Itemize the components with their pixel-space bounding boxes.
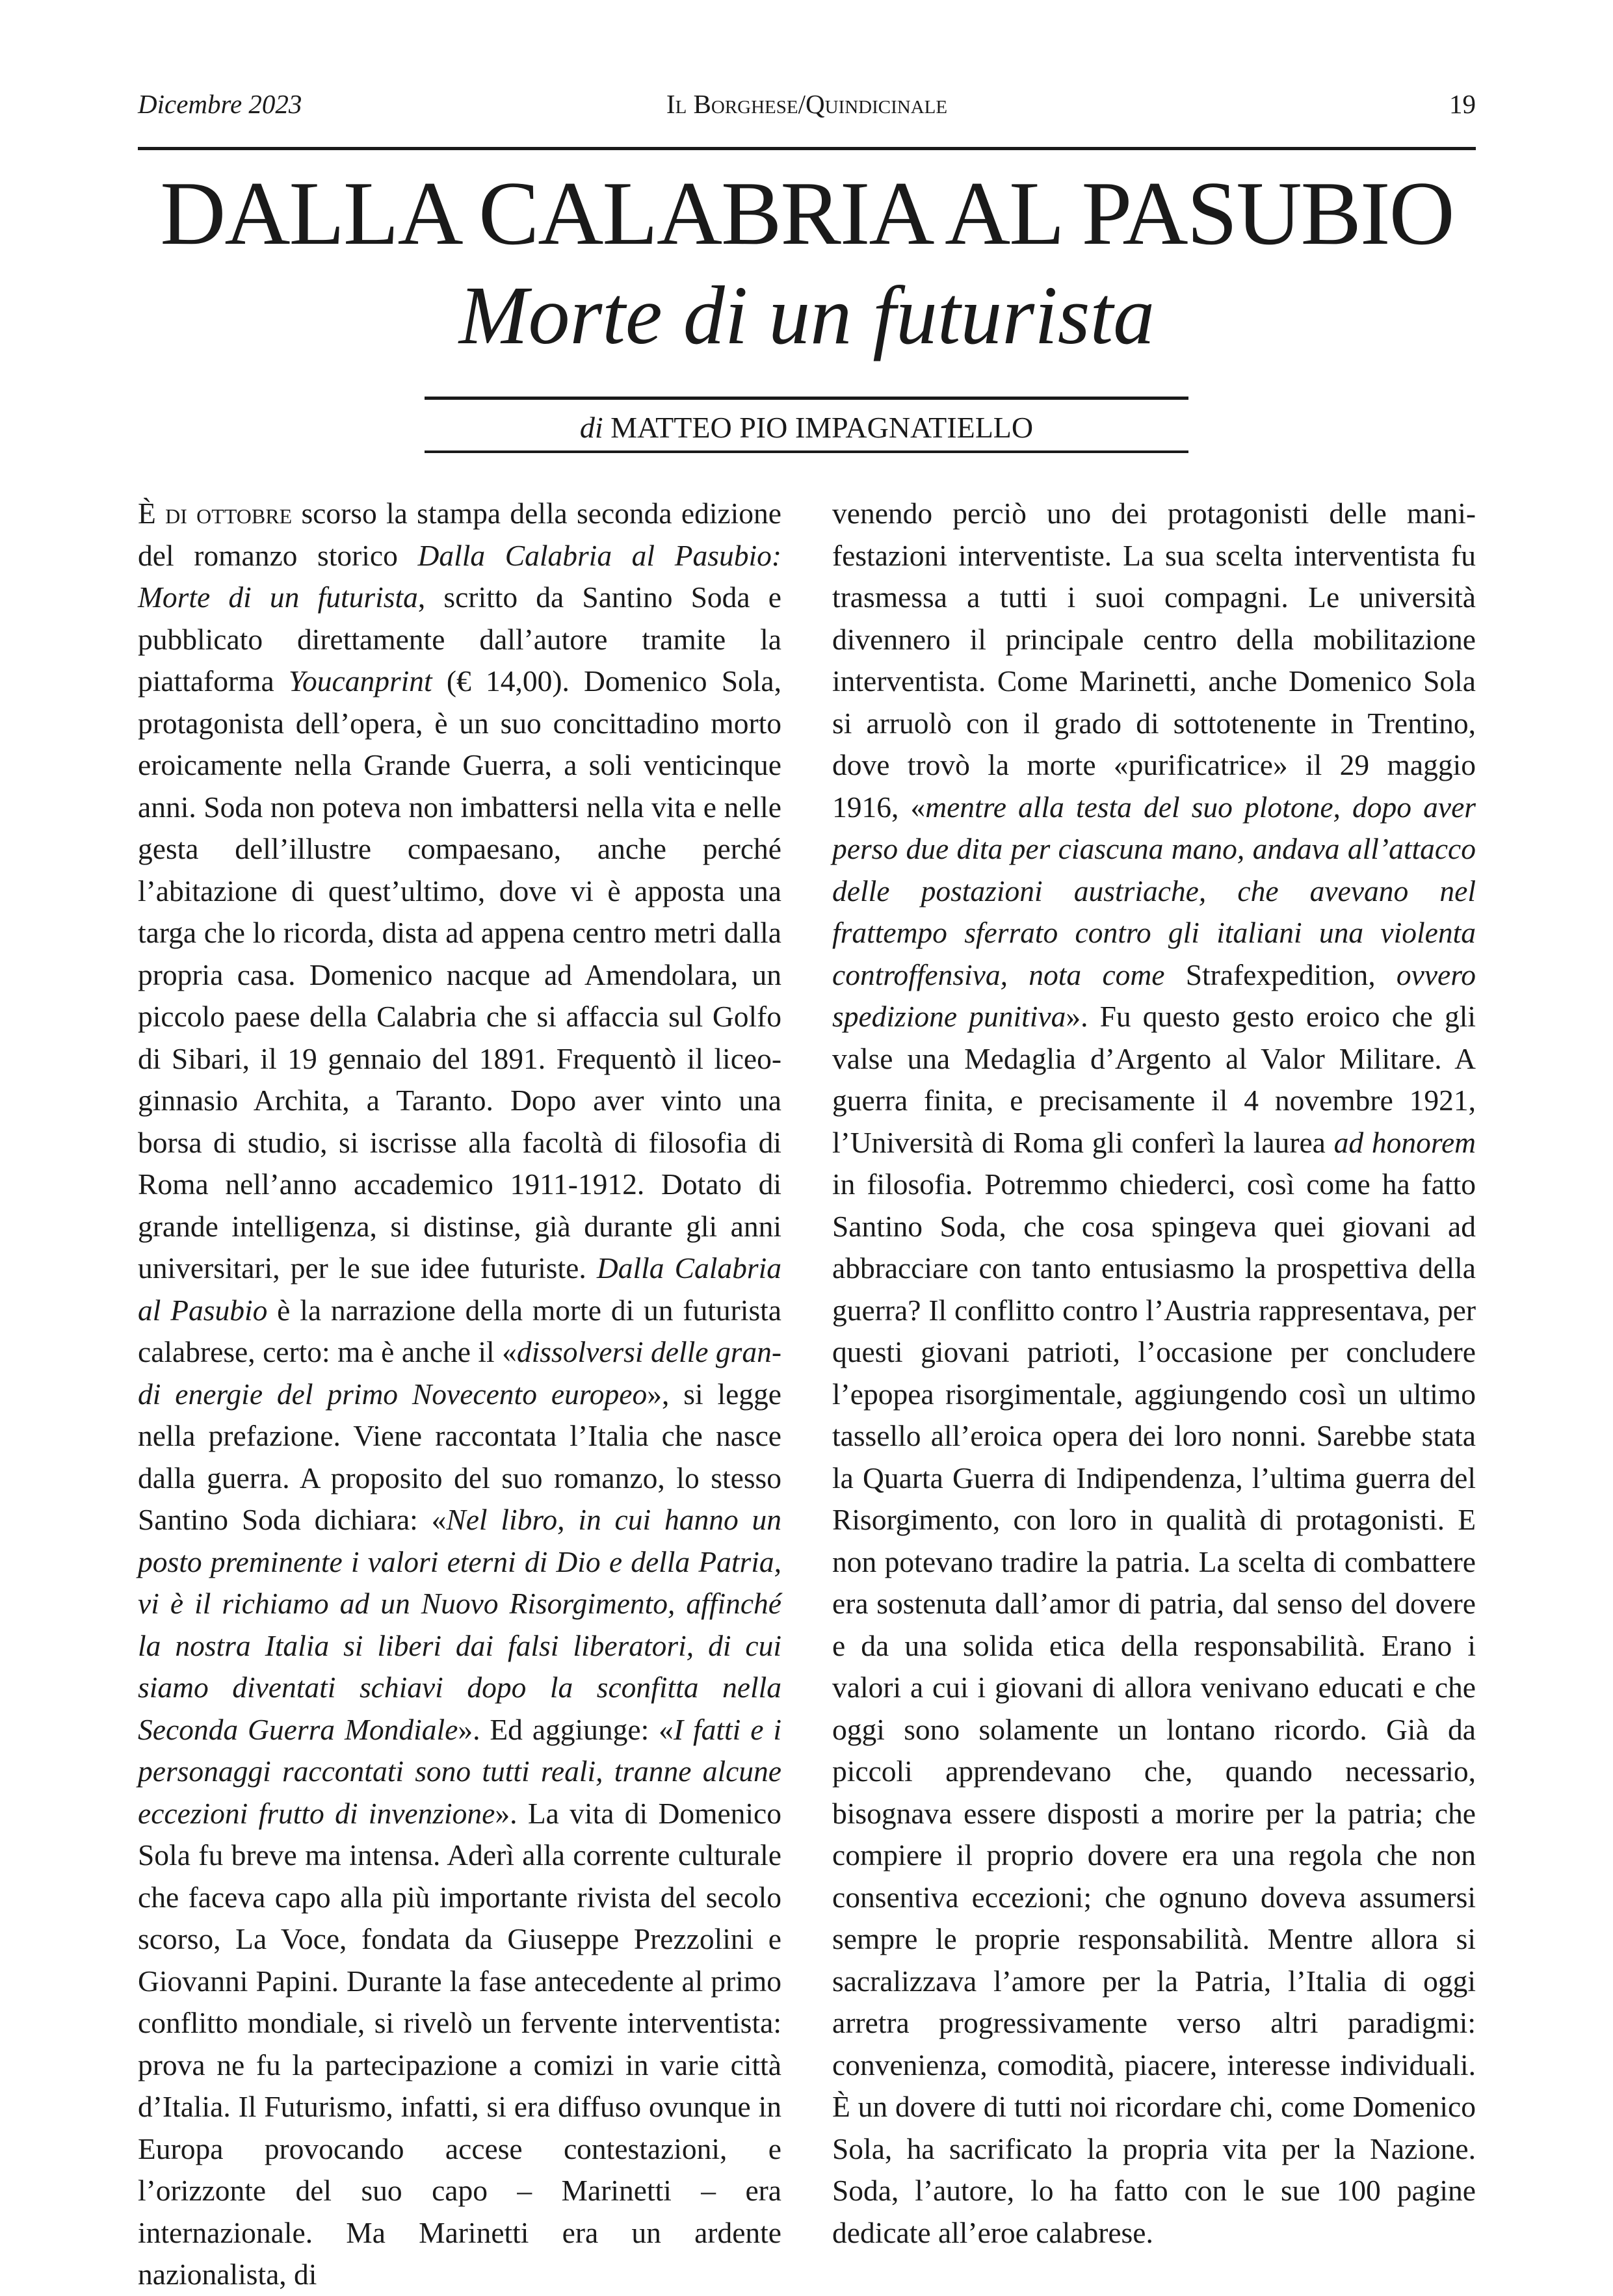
body-text: (€ 14,00). Domenico Sola, protagonista dell’opera, è un suo concittadino morto eroicamente nella Grande Guerra, a soli venticinque anni. Soda non poteva non imbattersi nella vita e nelle gesta dell’illustre compaesano, anche perché l’abitazione di quest’ultimo, dove vi è apposta una targa che lo ricorda, dista ad appena centro metri dalla propria casa. Domenico nacque ad Amendolara, un piccolo paese della Calabria che si affaccia sul Golfo di Sibari, il 19 gennaio del 1891. Frequentò il liceo-ginnasio Archita, a Taranto. Dopo aver vinto una borsa di studio, si iscrisse alla facoltà di filosofia di Roma nell’anno accademico 1911-1912. Dotato di grande intelligenza, si distinse, già durante gli anni universitari, per le sue idee futuriste.	[138, 664, 781, 1285]
body-text: in filosofia. Potremmo chiederci, così come ha fatto Santino Soda, che cosa spingeva quei giovani ad abbracciare con tanto entusiasmo la prospettiva della guerra? Il conflitto contro l’Austria rappresentava, per questi giovani patrioti, l’occasione per concludere l’epopea risorgimentale, aggiungendo così un ultimo tassello all’eroica opera dei loro nonni. Sarebbe stata la Quarta Guerra di Indipendenza, l’ultima guerra del Risorgimento, con loro in qualità di protagonisti. E non potevano tradire la patria. La scelta di combattere era sostenuta dall’amor di patria, dal senso del dovere e da una solida etica della responsabilità. Erano i valori a cui i giovani di allora venivano educati e che oggi sono solamente un lontano ricordo. Già da piccoli apprendevano che, quando necessario, bisognava essere disposti a morire per la patria; che compiere il proprio dovere era una regola che non consentiva eccezioni; che ognuno doveva assumersi sempre le proprie responsabilità. Mentre allora si sacralizzava l’amore per la Patria, l’Italia di oggi arretra progressivamente verso altri paradigmi: convenienza, comodità, piacere, interesse individuali. È un dovere di tutti noi ricordare chi, come Domenico Sola, ha sacrificato la propria vita per la Nazione. Soda, l’autore, lo ha fatto con le sue 100 pagine dedicate all’eroe calabrese.	[832, 1168, 1476, 2249]
issue-date: Dicembre 2023	[138, 89, 302, 119]
body-text: è la narrazione della morte di un futurista calabrese, certo: ma è anche il «	[138, 1293, 781, 1368]
header-divider	[138, 147, 1476, 150]
body-paragraph	[138, 493, 781, 2296]
quote: I fatti e i personaggi raccontati sono tutti reali, tranne alcune eccezioni frutto di invenzione	[138, 1712, 781, 1830]
body-text: , scritto da Santino Soda e pubblicato direttamente dall’autore tramite la piattaforma	[138, 581, 781, 698]
body-text: ». Fu questo gesto eroico che gli valse una Medaglia d’Argento al Valor Militare. A guerra finita, e precisamente il 4 novembre 1921, l’Università di Roma gli conferì la laurea	[832, 1000, 1476, 1159]
article-subtitle: Morte di un futurista	[458, 269, 1155, 361]
book-title: Dalla Calabria al Pasubio	[138, 1251, 782, 1327]
body-text: ». Ed aggiunge: «	[458, 1712, 674, 1746]
publication-name: Il Borghese/Quindicinale	[666, 89, 948, 119]
byline-prefix: di	[579, 411, 603, 444]
author-name: MATTEO PIO IMPAGNATIELLO	[610, 411, 1034, 444]
dropcap-opening: È di ottobre	[138, 497, 293, 530]
page-header	[138, 85, 1476, 130]
byline-divider-bottom	[425, 450, 1188, 453]
quote: dissolversi delle grandi energie del primo Novecento europeo	[138, 1335, 782, 1411]
byline	[425, 408, 1188, 447]
body-text: scorso la stampa della seconda edizione del romanzo storico	[138, 497, 782, 572]
article-column-2	[832, 493, 1476, 2254]
latin-phrase: ad honorem	[1333, 1125, 1476, 1159]
platform-name: Youcanprint	[288, 664, 432, 698]
book-title: Dalla Calabria al Pasubio: Morte di un futurista	[138, 538, 781, 614]
article-title: DALLA CALABRIA AL PASUBIO	[160, 163, 1454, 264]
operation-name: Strafexpedition	[1185, 958, 1369, 991]
body-text: venendo perciò uno dei protagonisti delle manifestazioni interventiste. La sua scelta interventista fu trasmessa a tutti i suoi compagni. Le università divennero il principale centro della mobilitazione interventista. Come Marinetti, anche Domenico Sola si arruolò con il grado di sottotenente in Trentino, dove trovò la morte «purificatrice» il 29 maggio 1916, «	[832, 497, 1476, 824]
page-number: 19	[1449, 89, 1476, 119]
quote: Nel libro, in cui hanno un posto preminente i valori eterni di Dio e della Patria, vi è il richiamo ad un Nuovo Risorgimento, affinché la nostra Italia si liberi dai falsi liberatori, di cui siamo diventati schiavi dopo la sconfitta nella Seconda Guerra Mondiale	[138, 1503, 781, 1746]
body-text: », si legge nella prefazione. Viene raccontata l’Italia che nasce dalla guerra. A proposito del suo romanzo, lo stesso Santino Soda dichiara: «	[138, 1377, 781, 1536]
quote: mentre alla testa del suo plotone, dopo aver perso due dita per ciascuna mano, andava all’attacco delle postazioni austriache, che avevano nel frattempo sferrato contro gli italiani una violenta controffensiva, nota come	[832, 790, 1476, 991]
quote: , ovvero spedizione punitiva	[832, 958, 1476, 1033]
body-text: ». La vita di Domenico Sola fu breve ma intensa. Aderì alla corrente culturale che faceva capo alla più importante rivista del secolo scorso, La Voce, fondata da Giuseppe Prezzolini e Giovanni Papini. Durante la fase antecedente al primo conflitto mondiale, si rivelò un fervente interventista: prova ne fu la partecipazione a comizi in varie città d’Italia. Il Futurismo, infatti, si era diffuso ovunque in Europa provocando accese contestazioni, e l’orizzonte del suo capo – Marinetti – era internazionale. Ma Marinetti era un ardente nazionalista, di	[138, 1796, 782, 2291]
article-column-1	[138, 493, 781, 2296]
byline-divider-top	[425, 397, 1188, 400]
body-paragraph	[832, 493, 1476, 2254]
